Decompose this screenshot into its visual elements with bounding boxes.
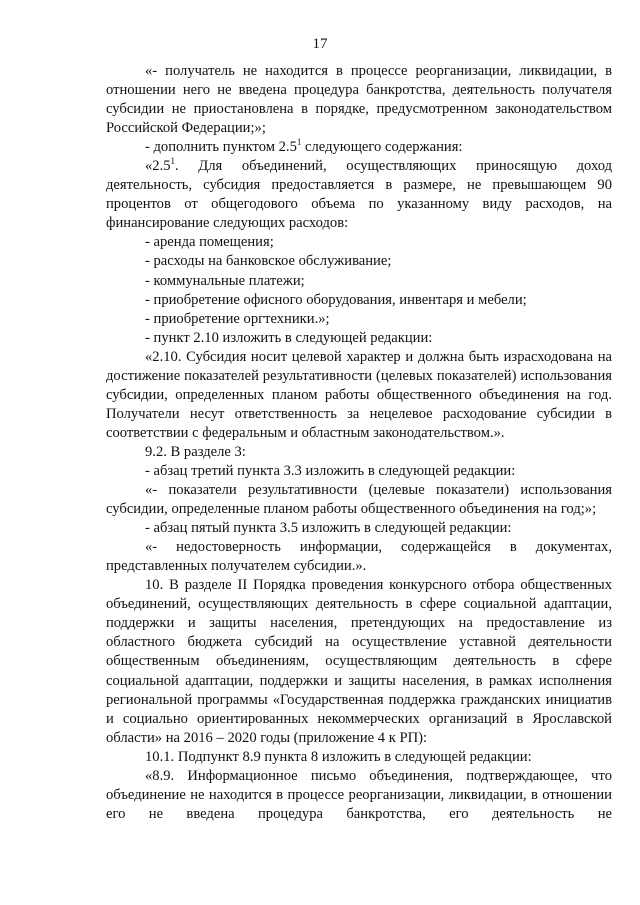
paragraph-section-10: 10. В разделе II Порядка проведения конкурсного отбора общественных объединений, осуществляющих деятельность в сфере социальной адаптации, поддержки и защиты населения, претендующих на предоставление из областного бюджета субсидий на осуществление уставной деятельности общественным объединениям, осуществляющим деятельность в сфере социальной адаптации, поддержки и защиты населения, в рамках исполнения региональной программы «Государственная поддержка гражданских инициатив и социально ориентированных некоммерческих организаций в Ярославской области» на 2016 – 2020 годы (приложение 4 к РП): <box>106 577 612 746</box>
list-item-utilities: - коммунальные платежи; <box>145 272 305 289</box>
list-item-rent: - аренда помещения; <box>145 234 274 251</box>
paragraph-item-2-10-intro: - пункт 2.10 изложить в следующей редакции: <box>145 329 433 346</box>
paragraph-add-item-2-5-1 <box>106 138 612 157</box>
list-item-computer-equipment: - приобретение оргтехники.»; <box>145 310 330 327</box>
text-segment: - дополнить пунктом 2.5 <box>145 139 297 156</box>
page-number: 17 <box>312 36 328 52</box>
superscript: 1 <box>170 156 176 167</box>
paragraph-item-3-3: «- показатели результативности (целевые показатели) использования субсидии, определенные планом работы общественного объединения на год;»; <box>106 482 612 518</box>
paragraph-item-8-9: «8.9. Информационное письмо объединения, подтверждающее, что объединение не находится в процессе реорганизации, ликвидации, в отношении его не введена процедура банкротства, его деятельность не <box>106 767 612 822</box>
paragraph-item-2-10: «2.10. Субсидия носит целевой характер и должна быть израсходована на достижение показателей результативности (целевых показателей) использования субсидии, определенных планом работы общественного объединения на год. Получатели несут ответственность за нецелевое расходование субсидии в соответствии с федеральным и областным законодательством.». <box>106 348 612 441</box>
list-item-banking: - расходы на банковское обслуживание; <box>145 253 392 270</box>
list-item-office-equipment: - приобретение офисного оборудования, инвентаря и мебели; <box>145 291 527 308</box>
paragraph-item-2-5-1 <box>106 157 612 233</box>
text-segment: . Для объединений, осуществляющих приносящую доход деятельность, субсидия предоставляется в размере, не превышающем 90 процентов от общегодового объема по указанному виду расходов, на финансирование следующих расходов: <box>106 158 612 232</box>
superscript: 1 <box>296 137 302 148</box>
paragraph-item-3-5-intro: - абзац пятый пункта 3.5 изложить в следующей редакции: <box>145 520 512 537</box>
paragraph-item-3-3-intro: - абзац третий пункта 3.3 изложить в следующей редакции: <box>145 462 516 479</box>
paragraph-section-9-2: 9.2. В разделе 3: <box>145 443 246 460</box>
document-body <box>106 62 612 824</box>
paragraph-item-3-5: «- недостоверность информации, содержащейся в документах, представленных получателем субсидии.». <box>106 539 612 575</box>
paragraph-section-10-1: 10.1. Подпункт 8.9 пункта 8 изложить в следующей редакции: <box>145 748 532 765</box>
text-segment: «2.5 <box>145 158 171 175</box>
paragraph-recipient-status: «- получатель не находится в процессе реорганизации, ликвидации, в отношении него не введена процедура банкротства, деятельность получателя субсидии не приостановлена в порядке, предусмотренном законодательством Российской Федерации;»; <box>106 63 612 137</box>
text-segment: следующего содержания: <box>301 139 463 156</box>
